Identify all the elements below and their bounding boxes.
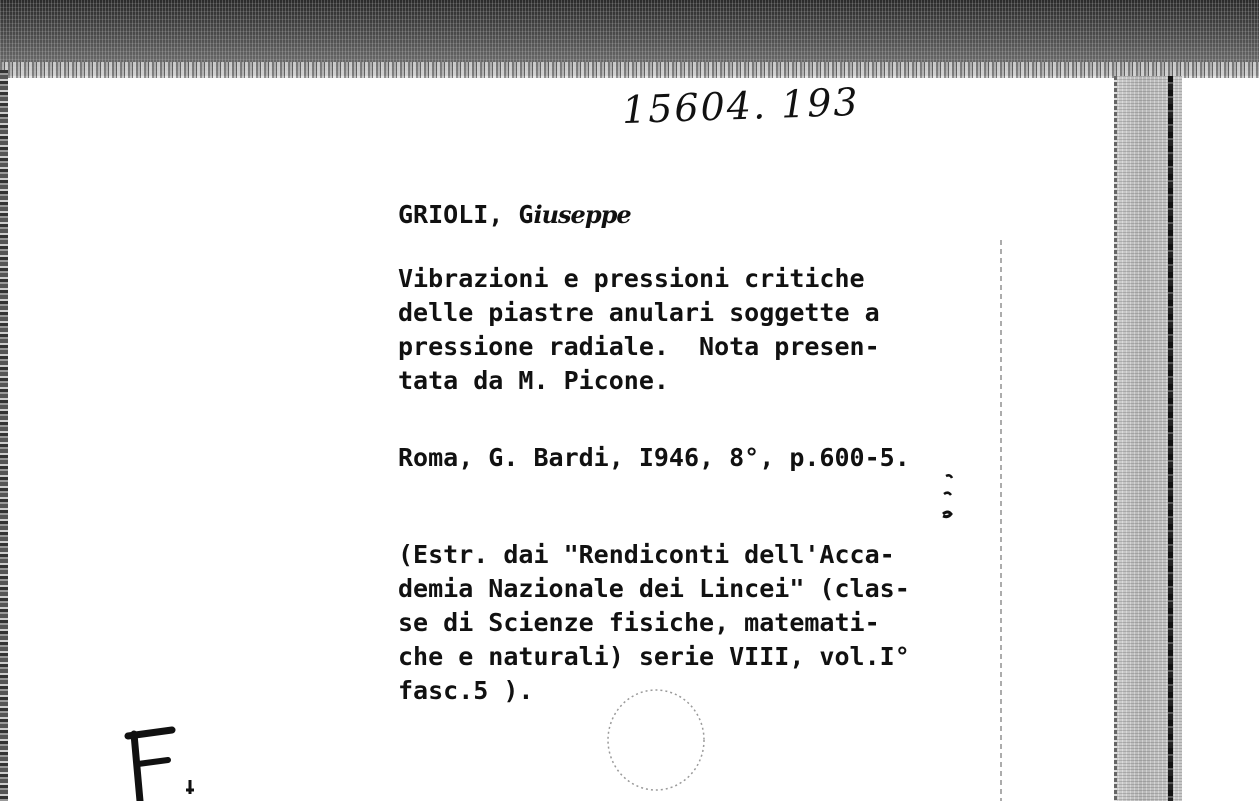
scan-left-edge	[0, 70, 8, 801]
scan-edge-noise	[0, 62, 1259, 78]
note-block	[398, 538, 910, 708]
scan-right-strip-line	[1168, 76, 1173, 801]
card-vertical-rule	[1000, 240, 1002, 801]
title-line: Vibrazioni e pressioni critiche	[398, 264, 865, 293]
note-line: fasc.5 ).	[398, 676, 534, 705]
note-line: (Estr. dai "Rendiconti dell'Acca-	[398, 540, 895, 569]
faint-stamp-circle	[603, 685, 709, 795]
title-line: pressione radiale. Nota presen-	[398, 332, 880, 361]
scan-right-strip-edge	[1114, 76, 1117, 801]
note-line: demia Nazionale dei Lincei" (clas-	[398, 574, 910, 603]
author-surname: GRIOLI, G	[398, 200, 534, 229]
note-line: se di Scienze fisiche, matemati-	[398, 608, 880, 637]
author-given-name-handwritten: iuseppe	[533, 200, 631, 229]
imprint-line: Roma, G. Bardi, I946, 8°, p.600-5.	[398, 443, 910, 472]
note-line: che e naturali) serie VIII, vol.I°	[398, 642, 910, 671]
author-line	[398, 198, 631, 232]
title-block	[398, 262, 880, 398]
margin-tick-marks	[938, 470, 958, 530]
title-line: delle piastre anulari soggette a	[398, 298, 880, 327]
handwritten-catalog-number: 15604. 193	[621, 79, 861, 133]
corner-mark-f	[120, 720, 210, 801]
title-line: tata da M. Picone.	[398, 366, 669, 395]
